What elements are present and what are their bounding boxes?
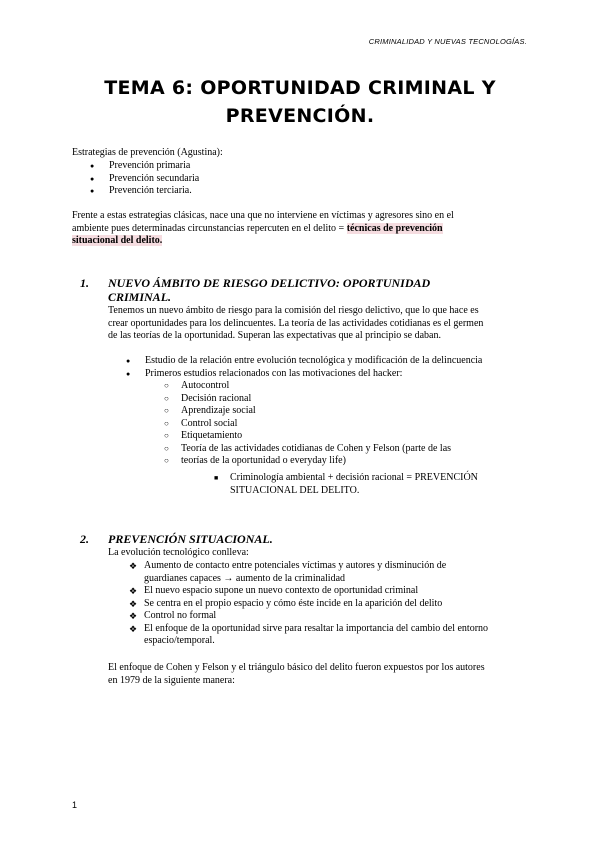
paragraph-line [72,223,512,236]
paragraph-line: de las teorías de la oportunidad. Superan las expectativas que al principio se daban. [108,330,441,341]
list-item-line: ○ teorías de la oportunidad o everyday life) [181,455,346,466]
list-item: ○ Control social [181,418,451,431]
section-title-line: NUEVO ÁMBITO DE RIESGO DELICTIVO: OPORTUNIDAD [108,276,431,290]
list-item: ❖ Se centra en el propio espacio y cómo éste incide en la aparición del delito [144,598,524,611]
paragraph-line: El enfoque de Cohen y Felson y el triángulo básico del delito fueron expuestos por los autores [108,662,485,673]
list-item [144,623,524,648]
list-item: ● Prevención secundaria [109,173,199,186]
list-item-line: ■ Criminología ambiental + decisión racional = PREVENCIÓN [230,472,478,483]
paragraph-line: crear oportunidades para los delincuentes. La teoría de las actividades cotidianas es el germen [108,317,484,329]
list-item: ○ Etiquetamiento [181,430,451,443]
section-1-bullets [145,355,482,380]
list-item-line: ❖ El enfoque de la oportunidad sirve para resaltar la importancia del cambio del entorno [144,622,489,634]
sub-sub-list [230,472,500,497]
list-item: ● Primeros estudios relacionados con las motivaciones del hacker: [145,368,482,381]
highlighted-term: situacional del delito. [72,235,163,246]
strategies-list [109,160,199,198]
section-title-line: CRIMINAL. [108,290,172,304]
list-item-line: ○ Teoría de las actividades cotidianas de Cohen y Felson (parte de las [181,442,452,454]
intro-paragraph [72,210,512,248]
list-item: ○ Autocontrol [181,380,451,393]
paragraph-line: en 1979 de la siguiente manera: [108,674,235,686]
list-item: ● Estudio de la relación entre evolución tecnológica y modificación de la delincuencia [145,355,482,368]
paragraph-line [72,235,512,248]
section-2-closing [108,662,538,687]
list-item [230,472,500,497]
section-title [108,276,438,304]
list-item: ● Prevención primaria [109,160,199,173]
list-item: ○ Decisión racional [181,393,451,406]
list-item-line: ❖ Aumento de contacto entre potenciales víctimas y autores y disminución de [144,560,447,571]
page-title: TEMA 6: OPORTUNIDAD CRIMINAL Y PREVENCIÓN. [104,77,496,127]
list-item-line: guardianes capaces → aumento de la criminalidad [144,572,346,584]
list-item-line: SITUACIONAL DEL DELITO. [230,484,360,496]
list-item [181,455,451,468]
page-number: 1 [72,800,78,810]
section-1-paragraph [108,305,528,343]
list-item: ○ Aprendizaje social [181,405,451,418]
section-title: PREVENCIÓN SITUACIONAL. [108,532,273,546]
list-item [181,443,451,456]
paragraph-line: Tenemos un nuevo ámbito de riesgo para la comisión del riesgo delictivo, que lo que hace es [108,305,479,316]
paragraph-text: ambiente pues determinadas circunstancias repercuten en el delito = [72,222,347,234]
list-item: ● Prevención terciaria. [109,185,199,198]
list-item-line: espacio/temporal. [144,635,215,646]
list-item: ❖ El nuevo espacio supone un nuevo contexto de oportunidad criminal [144,585,524,598]
section-number: 2. [80,532,89,546]
list-item [144,560,524,585]
paragraph-line: Frente a estas estrategias clásicas, nace una que no interviene en víctimas y agresores sino en el [72,210,454,221]
running-header: CRIMINALIDAD Y NUEVAS TECNOLOGÍAS. [368,37,527,46]
highlighted-term: técnicas de prevención [346,222,443,234]
strategies-label: Estrategias de prevención (Agustina): [72,147,223,158]
hacker-motivations-list [181,380,451,468]
section-2-lead: La evolución tecnológico conlleva: [108,547,249,558]
section-number: 1. [80,276,89,290]
section-2-list [144,560,524,648]
list-item: ❖ Control no formal [144,610,524,623]
